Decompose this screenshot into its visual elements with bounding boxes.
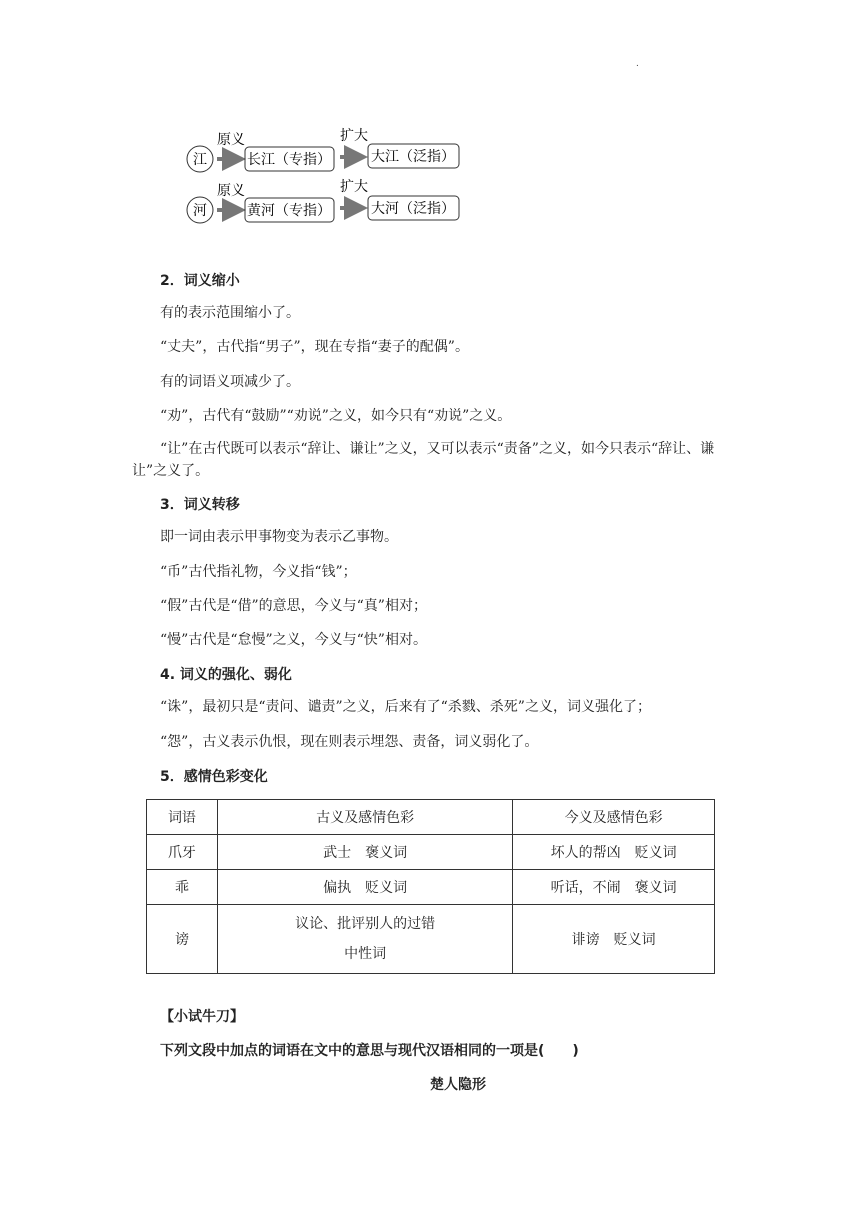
table-row (147, 905, 715, 974)
practice-heading: 【小试牛刀】 (160, 1009, 244, 1025)
section-heading-emotional-color: 5．感情色彩变化 (160, 769, 268, 785)
table-cell: 坏人的帮凶 贬义词 (513, 835, 715, 870)
table-cell: 听话，不闹 褒义词 (513, 870, 715, 905)
diagram-label-original: 原义 (217, 132, 245, 148)
paragraph: “让”在古代既可以表示“辞让、谦让”之义，又可以表示“责备”之义，如今只表示“辞让、谦让”之义了。 (132, 441, 715, 479)
page-mark: . (636, 58, 639, 69)
section-heading-strengthen-weaken: 4. 词义的强化、弱化 (160, 667, 292, 683)
diagram-char: 江 (193, 152, 207, 168)
table-row (147, 835, 715, 870)
table-header: 词语 (147, 800, 218, 835)
diagram-box-expanded: 大江（泛指） (371, 149, 455, 165)
table-cell (217, 905, 512, 974)
table-header: 今义及感情色彩 (513, 800, 715, 835)
paragraph: 有的表示范围缩小了。 (160, 305, 300, 321)
practice-question: 下列文段中加点的词语在文中的意思与现代汉语相同的一项是( ) (160, 1043, 579, 1059)
paragraph: “怨”，古义表示仇恨，现在则表示埋怨、责备，词义弱化了。 (160, 734, 539, 750)
diagram-char: 河 (193, 203, 207, 219)
table-cell: 武士 褒义词 (217, 835, 512, 870)
diagram-label-original: 原义 (217, 183, 245, 199)
paragraph: “诛”，最初只是“责问、谴责”之义，后来有了“杀戮、杀死”之义，词义强化了； (160, 699, 651, 715)
table-cell-line: 中性词 (344, 946, 387, 962)
paragraph: 有的词语义项减少了。 (160, 374, 300, 390)
paragraph: “假”古代是“借”的意思，今义与“真”相对； (160, 598, 427, 614)
table-cell-line: 议论、批评别人的过错 (295, 916, 436, 932)
section-heading-shift: 3．词义转移 (160, 497, 240, 513)
diagram-row-jiang (187, 127, 459, 172)
table-row (147, 870, 715, 905)
paragraph: “劝”，古代有“鼓励”“劝说”之义，如今只有“劝说”之义。 (160, 408, 512, 424)
diagram-row-he (187, 178, 459, 223)
word-meaning-expansion-diagram (180, 126, 480, 236)
table-header-row (147, 800, 715, 835)
table-cell: 谤 (147, 905, 218, 974)
diagram-box-original: 长江（专指） (247, 152, 331, 168)
diagram-label-expand: 扩大 (340, 179, 368, 195)
table-cell: 乖 (147, 870, 218, 905)
diagram-box-original: 黄河（专指） (247, 203, 331, 219)
table-cell: 爪牙 (147, 835, 218, 870)
passage-title: 楚人隐形 (430, 1077, 486, 1093)
paragraph: “慢”古代是“怠慢”之义，今义与“快”相对。 (160, 632, 427, 648)
section-heading-narrowing: 2．词义缩小 (160, 273, 240, 289)
table-header: 古义及感情色彩 (217, 800, 512, 835)
table-cell: 诽谤 贬义词 (513, 905, 715, 974)
paragraph: “丈夫”，古代指“男子”，现在专指“妻子的配偶”。 (160, 339, 469, 355)
paragraph: “币”古代指礼物，今义指“钱”； (160, 564, 357, 580)
diagram-label-expand: 扩大 (340, 128, 368, 144)
table-cell: 偏执 贬义词 (217, 870, 512, 905)
paragraph: 即一词由表示甲事物变为表示乙事物。 (160, 529, 398, 545)
emotional-color-table (146, 799, 715, 974)
diagram-box-expanded: 大河（泛指） (371, 201, 455, 217)
